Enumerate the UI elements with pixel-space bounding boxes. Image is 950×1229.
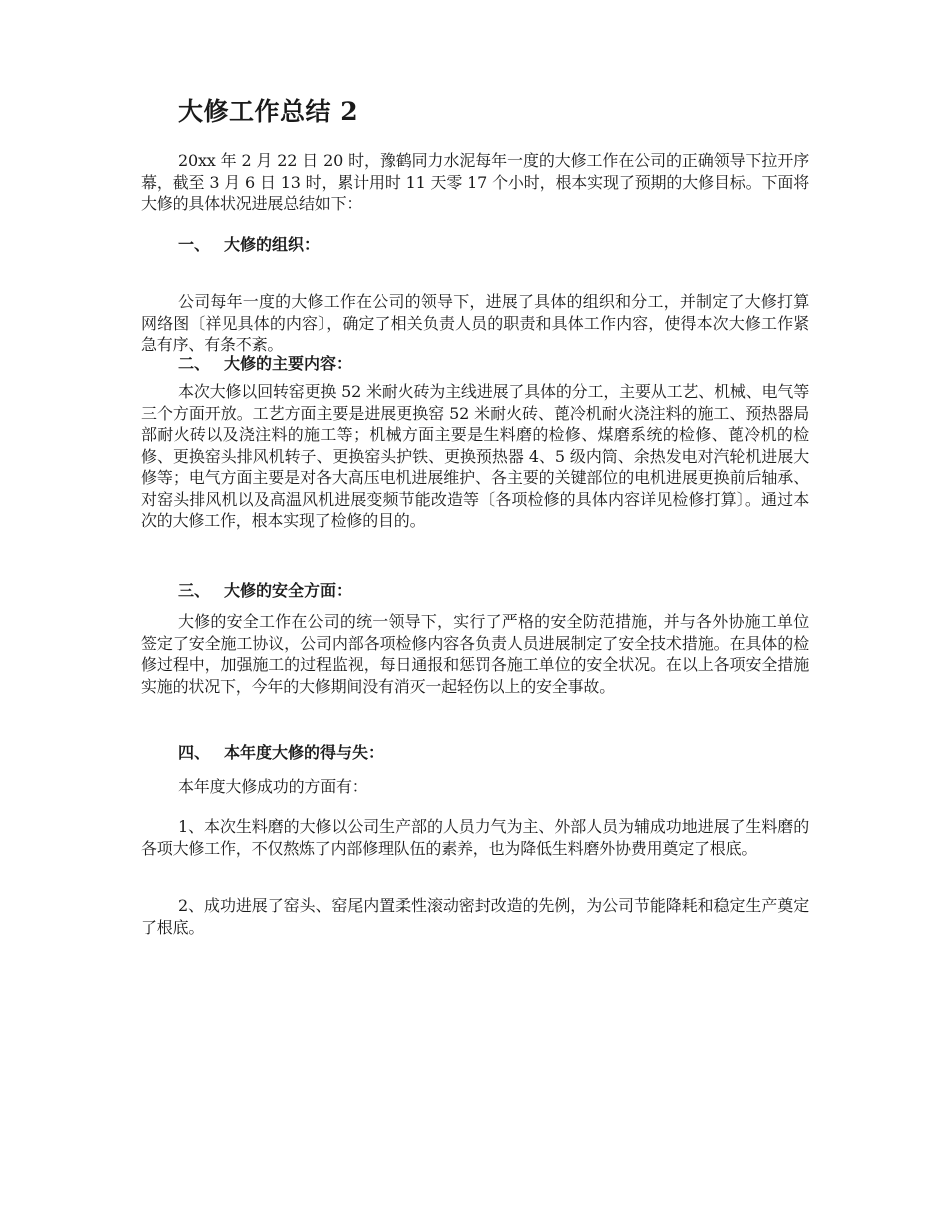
section-title: 大修的组织： bbox=[224, 235, 321, 254]
intro-paragraph: 20xx 年 2 月 22 日 20 时，豫鹤同力水泥每年一度的大修工作在公司的正确领导下拉开序幕，截至 3 月 6 日 13 时，累计用时 11 天零 17 个小时，根本实现了预期的大修目标。下面将大修的具体状况进展总结如下： bbox=[141, 151, 809, 213]
section-2-paragraph: 本次大修以回转窑更换 52 米耐火砖为主线进展了具体的分工，主要从工艺、机械、电气等三个方面开放。工艺方面主要是进展更换窑 52 米耐火砖、蓖冷机耐火浇注料的施工、预热器局部耐火砖以及浇注料的施工等；机械方面主要是生料磨的检修、煤磨系统的检修、蓖冷机的检修、更换窑头排风机转子、更换窑头护铁、更换预热器 4、5 级内筒、余热发电对汽轮机进展大修等；电气方面主要是对各大高压电机进展维护、各主要的关键部位的电机进展更换前后轴承、对窑头排风机以及高温风机进展变频节能改造等〔各项检修的具体内容详见检修打算〕。通过本次的大修工作，根本实现了检修的目的。 bbox=[141, 382, 809, 530]
section-3-paragraph: 大修的安全工作在公司的统一领导下，实行了严格的安全防范措施，并与各外协施工单位签定了安全施工协议，公司内部各项检修内容各负责人员进展制定了安全技术措施。在具体的检修过程中，加强施工的过程监视，每日通报和惩罚各施工单位的安全状况。在以上各项安全措施实施的状况下，今年的大修期间没有消灭一起轻伤以上的安全事故。 bbox=[141, 612, 809, 696]
list-item-1: 1、本次生料磨的大修以公司生产部的人员力气为主、外部人员为辅成功地进展了生料磨的各项大修工作，不仅熬炼了内部修理队伍的素养，也为降低生料磨外协费用奠定了根底。 bbox=[141, 817, 809, 858]
section-heading-4 bbox=[178, 740, 384, 763]
section-number: 一、 bbox=[178, 235, 211, 254]
section-heading-2 bbox=[178, 351, 352, 374]
section-number: 四、 bbox=[178, 743, 211, 762]
section-1-paragraph: 公司每年一度的大修工作在公司的领导下，进展了具体的组织和分工，并制定了大修打算网络图〔祥见具体的内容〕，确定了相关负责人员的职责和具体工作内容，使得本次大修工作紧急有序、有条不紊。 bbox=[141, 292, 809, 354]
section-number: 三、 bbox=[178, 581, 211, 600]
list-item-2: 2、成功进展了窑头、窑尾内置柔性滚动密封改造的先例，为公司节能降耗和稳定生产奠定了根底。 bbox=[141, 896, 809, 937]
document-title: 大修工作总结 2 bbox=[178, 97, 359, 126]
section-title: 大修的安全方面： bbox=[224, 581, 353, 600]
section-number: 二、 bbox=[178, 354, 211, 373]
section-4-paragraph: 本年度大修成功的方面有： bbox=[178, 777, 368, 796]
section-title: 本年度大修的得与失： bbox=[224, 743, 385, 762]
section-title: 大修的主要内容： bbox=[224, 354, 353, 373]
section-heading-3 bbox=[178, 578, 352, 601]
section-heading-1 bbox=[178, 232, 320, 255]
